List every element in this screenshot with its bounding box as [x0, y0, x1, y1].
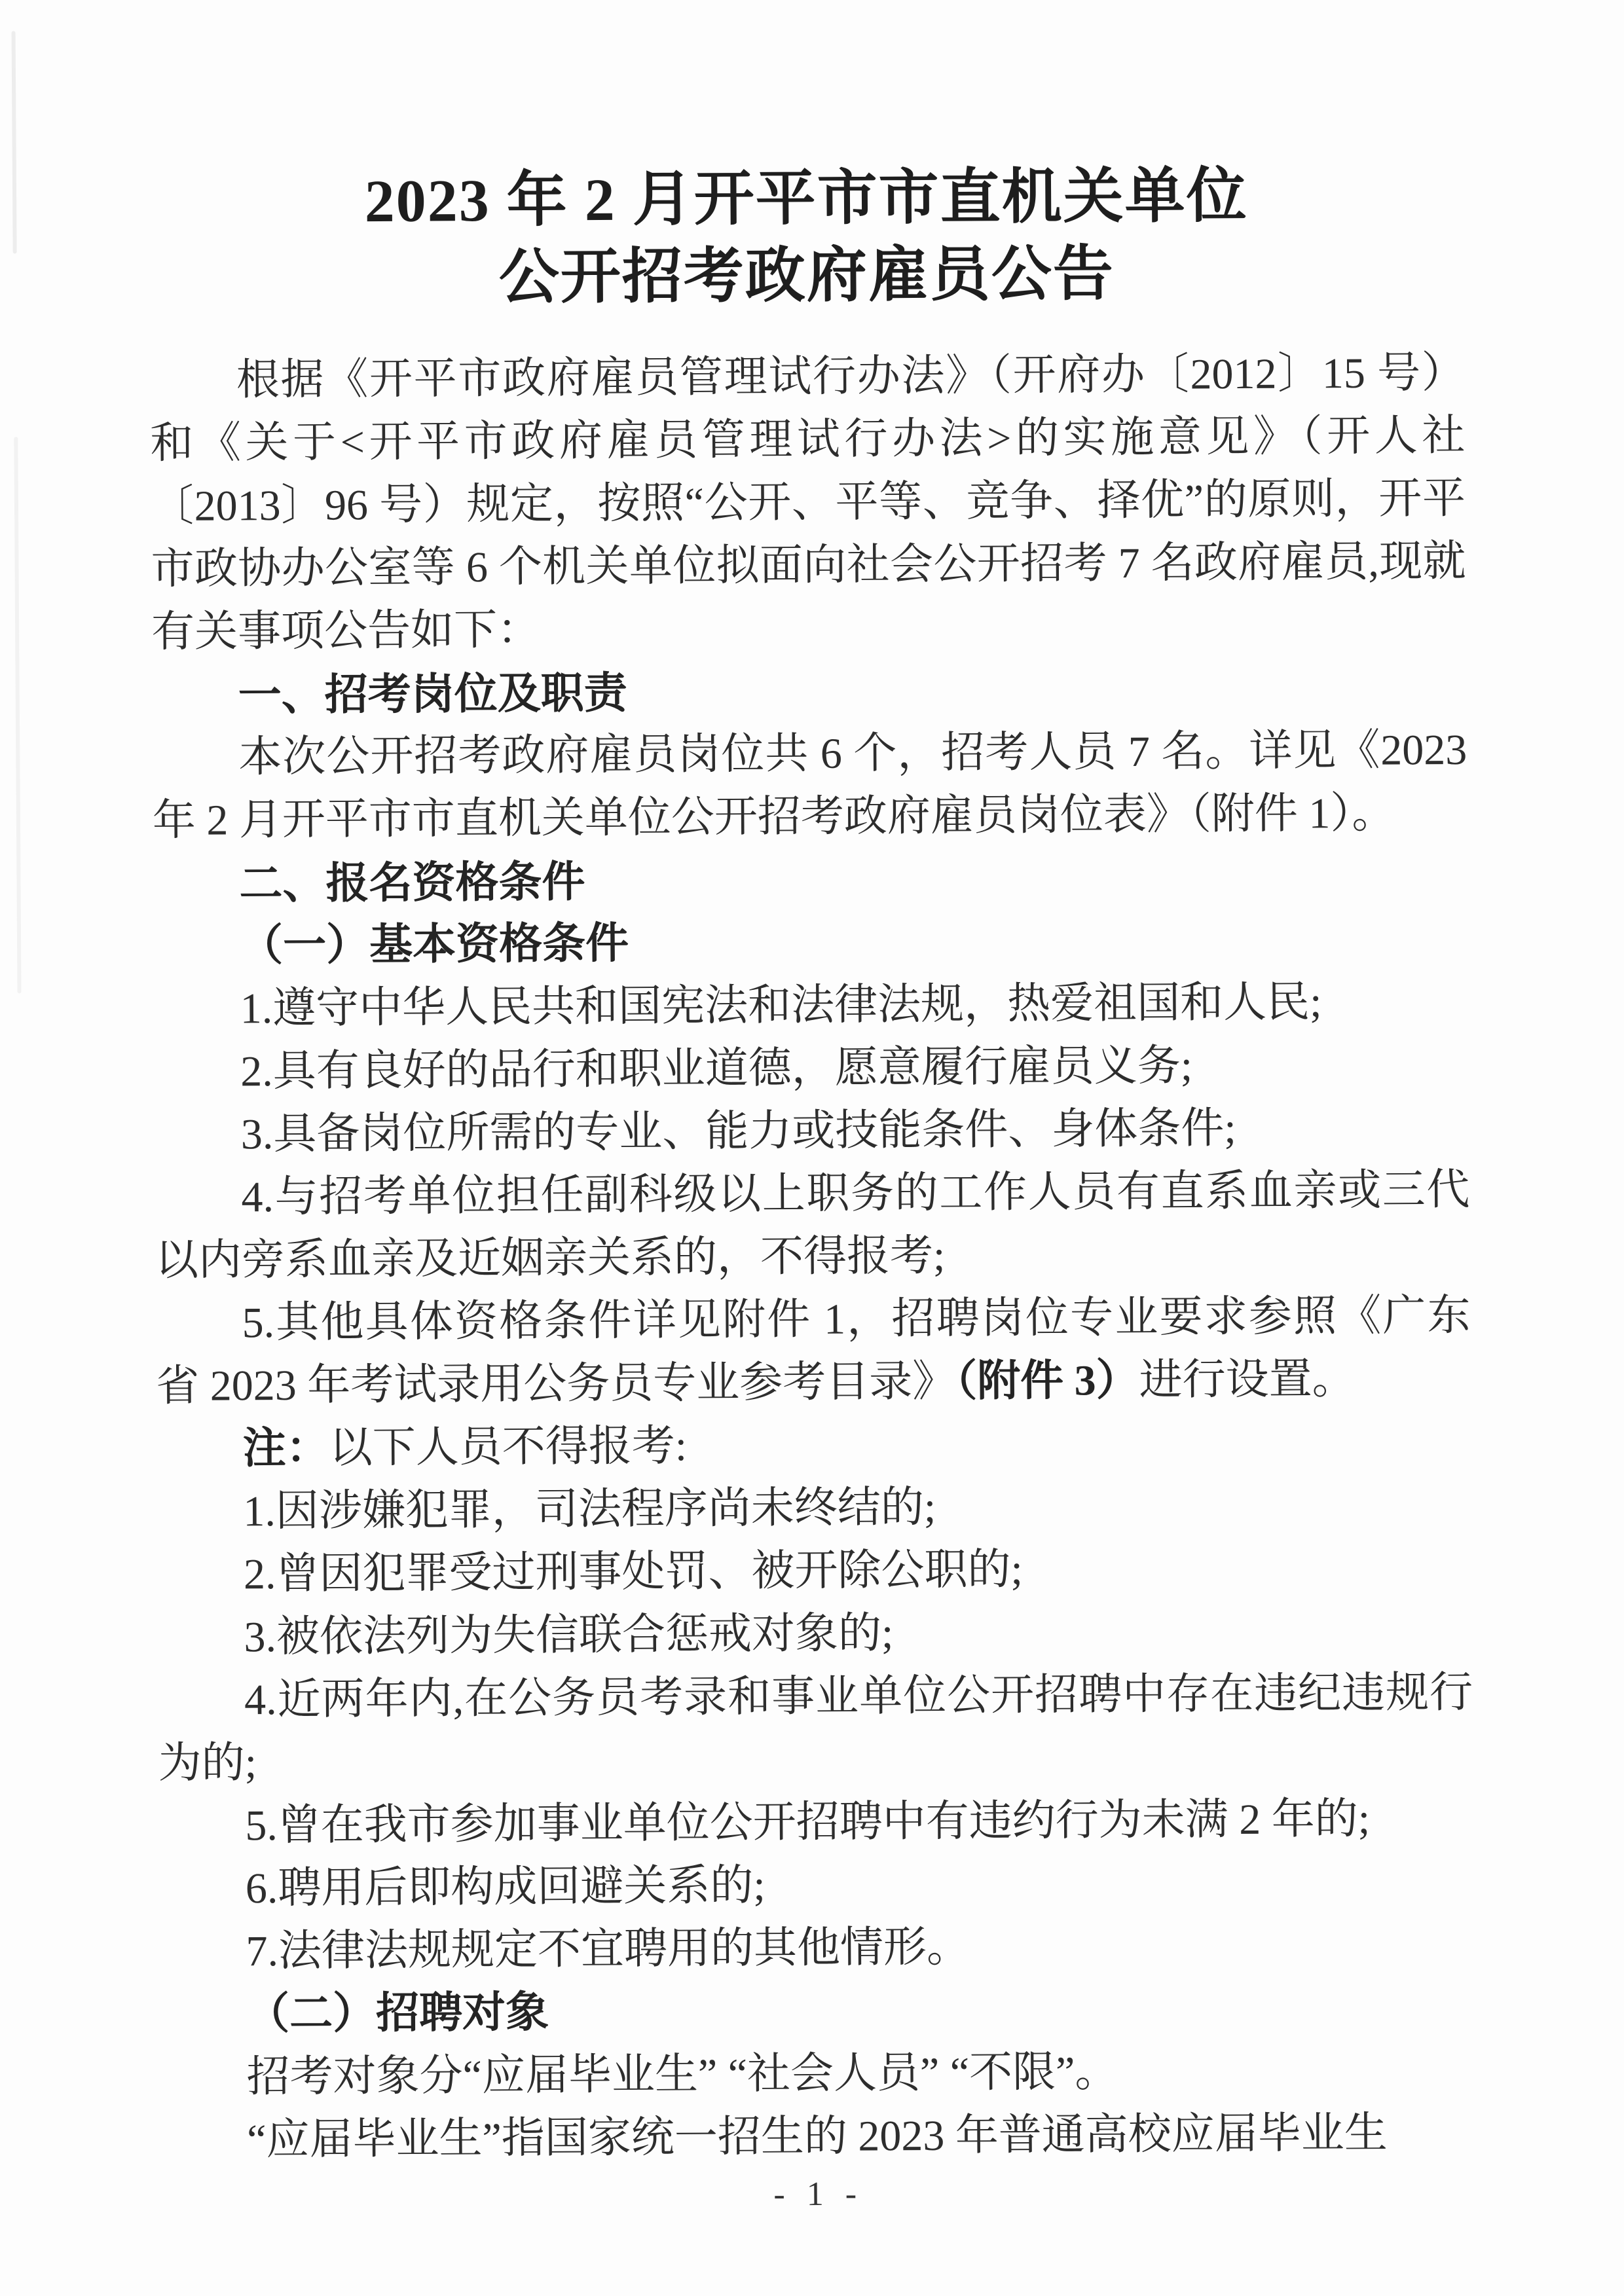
- disallowed-item-2: 2.曾因犯罪受过刑事处罚、被开除公职的;: [243, 1546, 1024, 1599]
- disallowed-item-7: 7.法律法规规定不宜聘用的其他情形。: [246, 1923, 970, 1976]
- section-2-heading: 二、报名资格条件: [239, 857, 585, 908]
- section-1-paragraph: 本次公开招考政府雇员岗位共 6 个，招考人员 7 名。详见《2023 年 2 月开平市市直机关单位公开招考政府雇员岗位表》（附件 1）。: [152, 725, 1467, 845]
- disallowed-item-3: 3.被依法列为失信联合惩戒对象的;: [244, 1609, 894, 1662]
- subsection-target-heading: （二）招聘对象: [246, 1988, 549, 2039]
- document-title: [0, 155, 1619, 319]
- basic-condition-item-2: 2.具有良好的品行和职业道德，愿意履行雇员义务;: [240, 1042, 1193, 1096]
- note-line: [157, 1410, 1472, 1481]
- document-body: [150, 342, 1476, 2172]
- title-line-2: 公开招考政府雇员公告: [498, 240, 1115, 311]
- basic-condition-item-5: [155, 1285, 1471, 1418]
- basic-condition-item-4: 4.与招考单位担任副科级以上职务的工作人员有直系血亲或三代以内旁系血亲及近姻亲关系的，不得报考;: [155, 1165, 1470, 1285]
- disallowed-item-5: 5.曾在我市参加事业单位公开招聘中有违约行为未满 2 年的;: [245, 1795, 1371, 1850]
- basic-condition-item-3: 3.具备岗位所需的专业、能力或技能条件、身体条件;: [240, 1104, 1236, 1159]
- basic-condition-item-5-text: 5.其他具体资格条件详见附件 1，招聘岗位专业要求参照《广东省 2023 年考试录用公务员专业参考目录》: [155, 1291, 1471, 1411]
- subsection-basic-heading: （一）基本资格条件: [239, 919, 629, 970]
- disallowed-item-6: 6.聘用后即构成回避关系的;: [245, 1861, 766, 1913]
- attachment-3-reference: （附件 3）: [955, 1356, 1139, 1406]
- basic-condition-item-5-tail: 进行设置。: [1139, 1355, 1356, 1404]
- note-text: 以下人员不得报考:: [329, 1422, 688, 1472]
- scan-artifact: [14, 437, 21, 993]
- section-1-heading: 一、招考岗位及职责: [238, 668, 627, 720]
- graduate-definition-paragraph: “应届毕业生”指国家统一招生的 2023 年普通高校应届毕业生: [247, 2109, 1388, 2164]
- note-label: 注：: [242, 1424, 330, 1473]
- page-number: - 1 -: [773, 2175, 864, 2214]
- intro-paragraph: 根据《开平市政府雇员管理试行办法》（开府办〔2012〕15 号）和《关于<开平市政府雇员管理试行办法>的实施意见》（开人社〔2013〕96 号）规定，按照“公开、平等、竞争、择优”的原则，开平市政协办公室等 6 个机关单位拟面向社会公开招考 7 名政府雇员,现就有关事项公告如下：: [150, 348, 1466, 657]
- disallowed-item-1: 1.因涉嫌犯罪，司法程序尚未终结的;: [243, 1483, 936, 1536]
- recruit-target-paragraph: 招考对象分“应届毕业生” “社会人员” “不限”。: [246, 2048, 1118, 2102]
- title-line-1: 2023 年 2 月开平市市直机关单位: [364, 162, 1248, 234]
- disallowed-item-4: 4.近两年内,在公务员考录和事业单位公开招聘中存在违纪违规行为的;: [158, 1668, 1473, 1788]
- basic-condition-item-1: 1.遵守中华人民共和国宪法和法律法规，热爱祖国和人民;: [240, 978, 1322, 1033]
